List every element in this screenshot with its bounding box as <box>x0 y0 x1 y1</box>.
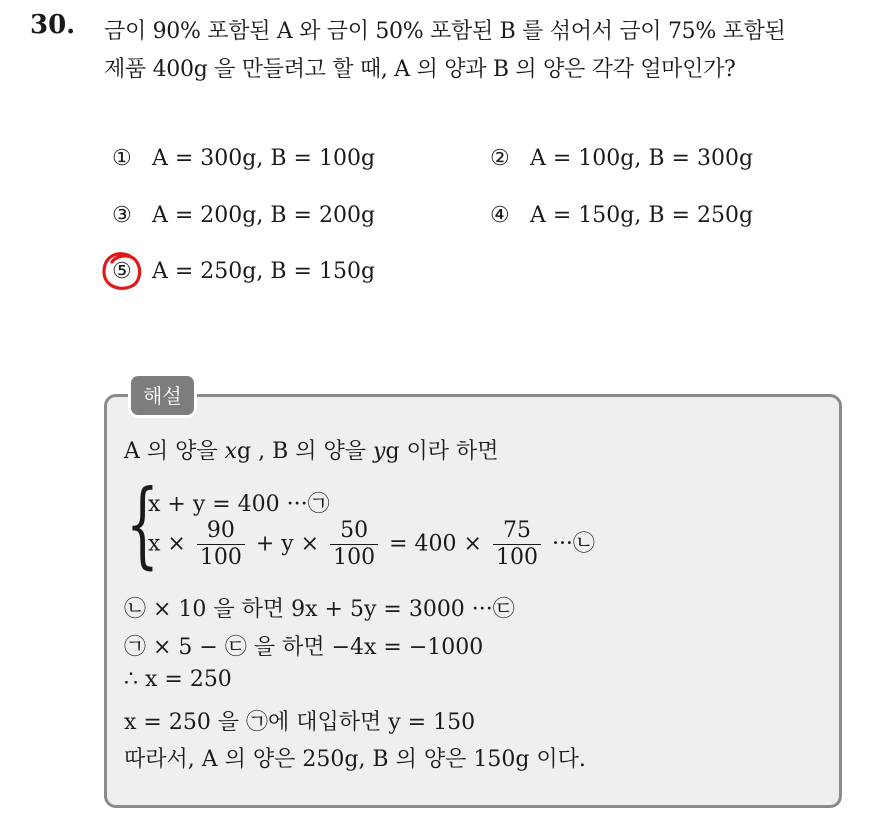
explanation-step-1: ㉡ × 10 을 하면 9x + 5y = 3000 ···㉢ <box>124 597 515 622</box>
option-5[interactable] <box>112 259 375 284</box>
option-3[interactable] <box>112 203 375 228</box>
option-1-text: A = 300g, B = 100g <box>152 146 376 171</box>
question-text-line2: 제품 400g 을 만들려고 할 때, A 의 양과 B 의 양은 각각 얼마인가? <box>104 57 736 82</box>
option-4-text: A = 150g, B = 250g <box>530 203 754 228</box>
fraction-90-100: $\frac{90}{100}$ <box>197 518 245 571</box>
equation-2: x × $\frac{90}{100}$ + y × $\frac{50}{100}$ = 400 × $\frac{75}{100}$ ···㉡ <box>148 518 595 570</box>
question-number: 30. <box>30 10 76 40</box>
option-4[interactable] <box>490 203 753 228</box>
option-3-text: A = 200g, B = 200g <box>152 203 376 228</box>
option-2-number: ② <box>490 146 510 171</box>
explanation-intro: A 의 양을 xg , B 의 양을 yg 이라 하면 <box>124 439 499 464</box>
option-2-text: A = 100g, B = 300g <box>530 146 754 171</box>
option-5-text: A = 250g, B = 150g <box>152 259 376 284</box>
option-1[interactable] <box>112 146 375 171</box>
fraction-75-100: $\frac{75}{100}$ <box>493 518 541 571</box>
equation-system-brace: { <box>126 470 159 579</box>
option-2[interactable] <box>490 146 753 171</box>
explanation-step-3: ∴ x = 250 <box>124 667 232 692</box>
option-3-number: ③ <box>112 203 132 228</box>
explanation-step-4: x = 250 을 ㉠에 대입하면 y = 150 <box>124 710 476 735</box>
option-4-number: ④ <box>490 203 510 228</box>
equation-1: x + y = 400 ···㉠ <box>148 492 330 517</box>
explanation-tag: 해설 <box>128 373 197 418</box>
explanation-step-2: ㉠ × 5 − ㉢ 을 하면 −4x = −1000 <box>124 635 484 660</box>
answer-circle-mark-icon <box>100 250 146 294</box>
option-1-number: ① <box>112 146 132 171</box>
question-text-line1: 금이 90% 포함된 A 와 금이 50% 포함된 B 를 섞어서 금이 75% 포함된 <box>104 19 786 44</box>
fraction-50-100: $\frac{50}{100}$ <box>330 518 378 571</box>
option-5-number: ⑤ <box>112 259 132 284</box>
explanation-conclusion: 따라서, A 의 양은 250g, B 의 양은 150g 이다. <box>124 747 586 772</box>
